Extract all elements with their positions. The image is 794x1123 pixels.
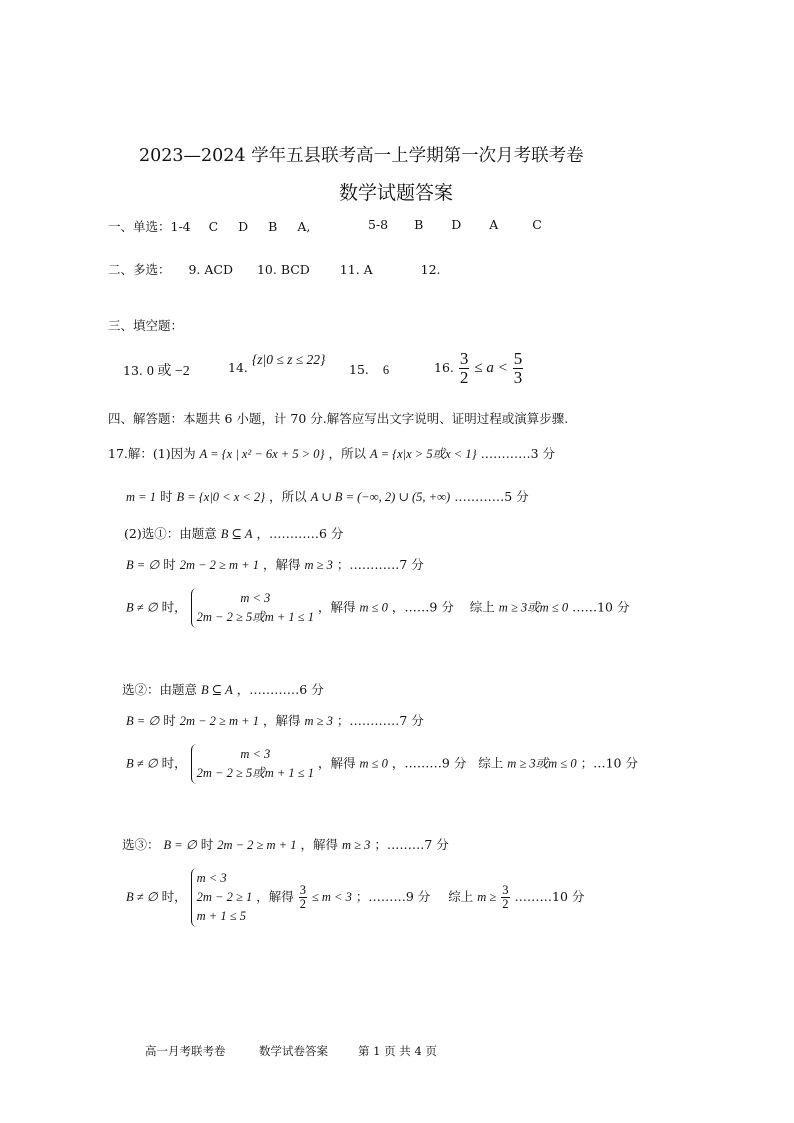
answer: 12. [420, 262, 441, 277]
section-single-choice [108, 217, 310, 235]
opt3-line-2 [126, 868, 584, 927]
result: m ≤ 0 [359, 600, 388, 615]
text: 时 [163, 557, 176, 572]
fraction-numerator: 3 [502, 882, 509, 897]
section-single-choice-label-2: 5-8 [368, 217, 389, 232]
answer: B [414, 217, 424, 232]
footer-subject: 数学试卷答案 [259, 1044, 328, 1058]
text: 综上 [478, 755, 504, 771]
m-value: m = 1 [126, 490, 156, 504]
opt3-line-1 [122, 835, 449, 853]
page-title: 2023—2024 学年五县联考高一上学期第一次月考联考卷 [139, 146, 584, 166]
q15-answer: 6 [382, 363, 390, 377]
result: ≤ m < 3 [311, 890, 352, 904]
answer: A [489, 217, 499, 232]
answer: B [268, 219, 278, 234]
text: 时， [161, 889, 187, 904]
text: ，解得 [262, 713, 301, 728]
fraction-denominator: 2 [502, 897, 509, 911]
inequality-system [191, 744, 314, 784]
opt1-line-3 [126, 588, 629, 628]
score: ，………9 分 [391, 755, 467, 771]
system-row: m < 3 [240, 591, 271, 605]
conclusion: m ≥ [477, 890, 497, 904]
text: 综上 [448, 889, 474, 904]
q13-number: 13. [123, 363, 143, 378]
text: 时， [161, 755, 187, 771]
system-row: 2m − 2 ≥ 5或m + 1 ≤ 1 [196, 766, 315, 780]
system-row: 2m − 2 ≥ 1 [196, 890, 253, 904]
conclusion: m ≥ 3或m ≤ 0 [507, 756, 577, 771]
condition: B ≠ ∅ [126, 600, 158, 615]
text: 时 [200, 837, 214, 852]
answer: 9. ACD [188, 262, 233, 277]
text: ，所以 [269, 489, 307, 504]
result: m ≥ 3 [341, 838, 371, 852]
set-a-result: A = {x|x > 5或x < 1} [370, 447, 477, 461]
footer-exam: 高一月考联考卷 [145, 1044, 226, 1058]
q16-number: 16. [434, 359, 454, 375]
condition: B = ∅ [126, 558, 160, 572]
condition: B = ∅ [126, 714, 160, 728]
fraction [459, 350, 470, 387]
fraction-denominator: 3 [513, 367, 523, 387]
score: ，…………6 分 [256, 526, 344, 541]
score: ；………7 分 [374, 837, 449, 852]
q16 [434, 350, 524, 387]
text: (2)选①：由题意 [124, 526, 217, 541]
conclusion: m ≥ 3或m ≤ 0 [498, 600, 569, 615]
score: ；…………7 分 [336, 713, 424, 728]
system-row: m < 3 [196, 871, 227, 885]
page-subtitle: 数学试题答案 [339, 182, 454, 204]
text: 选②：由题意 [122, 682, 198, 697]
opt1-line-2 [126, 555, 424, 573]
set-a-definition: A = {x | x² − 6x + 5 > 0} [199, 447, 325, 461]
score: ；…………7 分 [336, 557, 424, 572]
q15 [349, 362, 389, 378]
result: m ≤ 0 [359, 756, 388, 771]
answer: C [532, 217, 542, 232]
text: ，解得 [318, 599, 356, 615]
q13-answer: 0 或 −2 [146, 364, 190, 379]
score: ；………9 分 [355, 889, 431, 904]
score: ………10 分 [514, 889, 585, 904]
inequality: 2m − 2 ≥ m + 1 [179, 714, 259, 728]
inequality-system [191, 868, 253, 927]
text: 时 [159, 489, 173, 504]
opt2-line-2 [126, 711, 424, 729]
score: …………3 分 [480, 446, 556, 461]
q14 [228, 352, 325, 375]
text: ，解得 [256, 889, 294, 904]
text: 时 [163, 713, 176, 728]
section-multi-choice [108, 260, 441, 278]
q13 [123, 360, 190, 380]
opt2-line-1 [122, 680, 324, 698]
q17-line-1 [108, 444, 555, 462]
text: 选③： [122, 837, 160, 852]
text: ，解得 [262, 557, 301, 572]
footer-page-number: 第 1 页 共 4 页 [358, 1044, 437, 1058]
text: ，解得 [318, 755, 356, 771]
score: ，……9 分 [391, 599, 454, 615]
q14-answer: {z|0 ≤ z ≤ 22} [251, 352, 326, 367]
answer: D [238, 219, 249, 234]
q14-number: 14. [228, 360, 248, 375]
answer: 10. BCD [256, 262, 310, 277]
text: ，所以 [328, 446, 367, 461]
section-answers-label: 四、解答题：本题共 6 小题，计 70 分.解答应写出文字说明、证明过程或演算步骤. [108, 411, 569, 426]
system-row: m < 3 [240, 747, 271, 761]
q17-intro: 17.解：(1)因为 [108, 446, 196, 461]
system-row: m + 1 ≤ 5 [196, 909, 246, 923]
answer: C [208, 219, 219, 234]
q17-line-2 [126, 487, 529, 505]
inequality-system [191, 588, 314, 628]
q16-middle: ≤ a < [474, 359, 508, 376]
fraction-denominator: 2 [459, 367, 469, 387]
system-row: 2m − 2 ≥ 5或m + 1 ≤ 1 [196, 610, 315, 624]
relation: B ⊆ A [220, 527, 253, 541]
answer: D [451, 217, 462, 232]
union-result: A ∪ B = (−∞, 2) ∪ (5, +∞) [310, 490, 451, 504]
text: 综上 [469, 599, 495, 615]
fraction-numerator: 3 [299, 882, 306, 897]
score: ；…10 分 [580, 755, 638, 771]
section-single-choice-2 [368, 217, 542, 232]
opt1-line-1 [124, 524, 343, 542]
score: ……10 分 [572, 599, 630, 615]
text: ，解得 [300, 837, 338, 852]
condition: B ≠ ∅ [126, 890, 158, 904]
fraction-numerator: 5 [513, 349, 523, 368]
opt2-line-3 [126, 744, 638, 784]
fraction [501, 884, 509, 911]
fraction [299, 884, 307, 911]
q15-number: 15. [349, 362, 369, 377]
condition: B = ∅ [163, 838, 197, 852]
result: m ≥ 3 [304, 558, 333, 572]
section-multi-choice-label: 二、多选： [108, 262, 171, 277]
score: …………5 分 [454, 489, 529, 504]
set-b: B = {x|0 < x < 2} [176, 490, 266, 504]
fraction-denominator: 2 [299, 897, 306, 911]
answer: A, [297, 219, 311, 234]
text: 时， [161, 599, 187, 615]
condition: B ≠ ∅ [126, 756, 158, 771]
result: m ≥ 3 [304, 714, 333, 728]
inequality: 2m − 2 ≥ m + 1 [217, 838, 297, 852]
fraction [513, 350, 524, 387]
section-fill-in-label: 三、填空题： [108, 318, 184, 333]
section-single-choice-label: 一、单选：1-4 [108, 219, 191, 234]
fraction-numerator: 3 [459, 349, 469, 368]
inequality: 2m − 2 ≥ m + 1 [179, 558, 259, 572]
relation: B ⊆ A [201, 683, 233, 697]
score: ，…………6 分 [236, 682, 324, 697]
answer: 11. A [339, 262, 373, 277]
